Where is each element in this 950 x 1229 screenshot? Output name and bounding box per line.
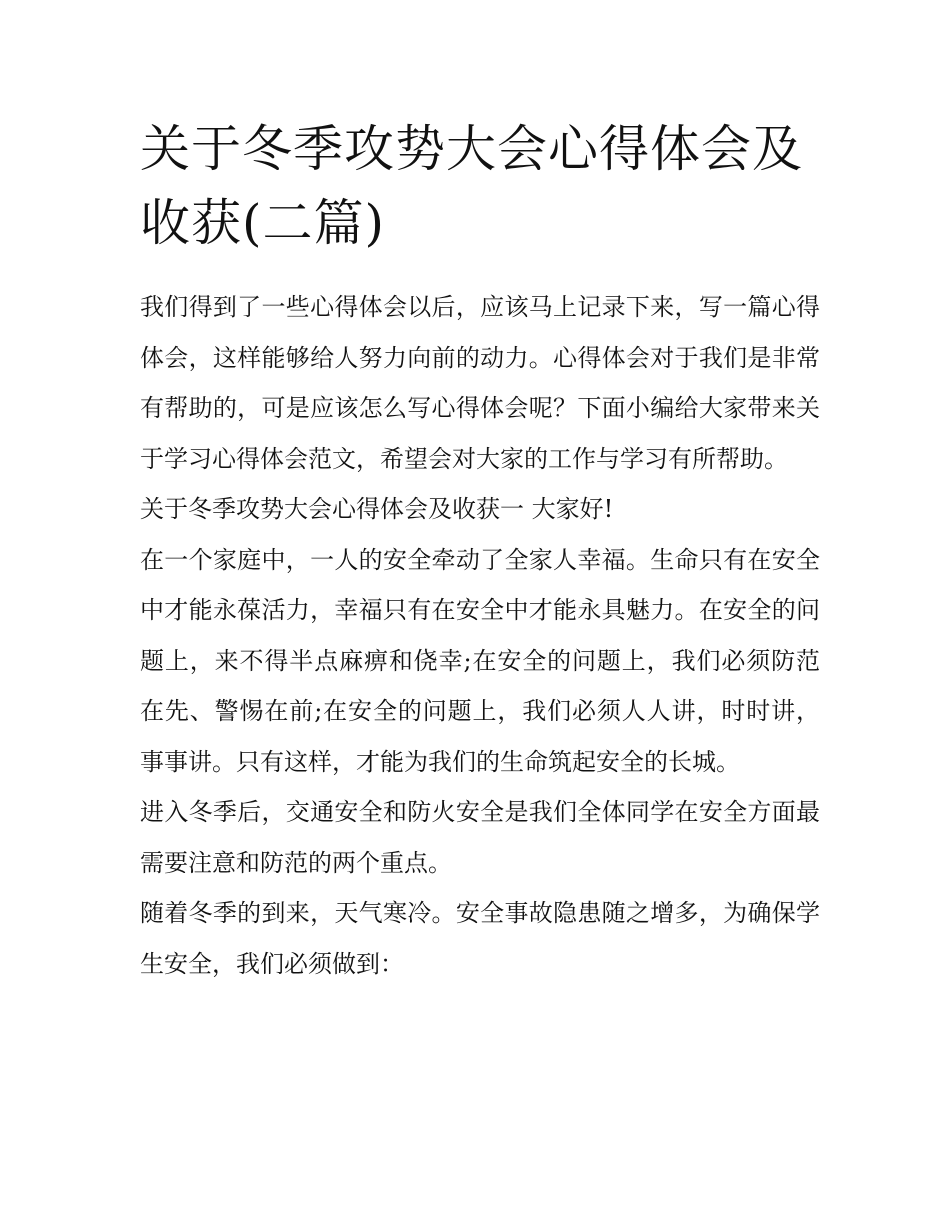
paragraph-section-heading: 关于冬季攻势大会心得体会及收获一 大家好! <box>140 495 614 523</box>
paragraph-measures: 随着冬季的到来，天气寒冷。安全事故隐患随之增多，为确保学生安全，我们必须做到： <box>140 899 820 978</box>
paragraph-family-safety: 在一个家庭中，一人的安全牵动了全家人幸福。生命只有在安全中才能永葆活力，幸福只有在安全中才能永具魅力。在安全的问题上，来不得半点麻痹和侥幸;在安全的问题上，我们必须防范在先、警惕在前;在安全的问题上，我们必须人人讲，时时讲，事事讲。只有这样，才能为我们的生命筑起安全的长城。 <box>140 545 820 776</box>
document-title: 关于冬季攻势大会心得体会及收获(二篇) <box>140 120 803 252</box>
paragraph-winter-focus: 进入冬季后，交通安全和防火安全是我们全体同学在安全方面最需要注意和防范的两个重点。 <box>140 798 820 877</box>
document-page <box>140 112 820 989</box>
paragraph-intro: 我们得到了一些心得体会以后，应该马上记录下来，写一篇心得体会，这样能够给人努力向前的动力。心得体会对于我们是非常有帮助的，可是应该怎么写心得体会呢？下面小编给大家带来关于学习心得体会范文，希望会对大家的工作与学习有所帮助。 <box>140 293 820 473</box>
